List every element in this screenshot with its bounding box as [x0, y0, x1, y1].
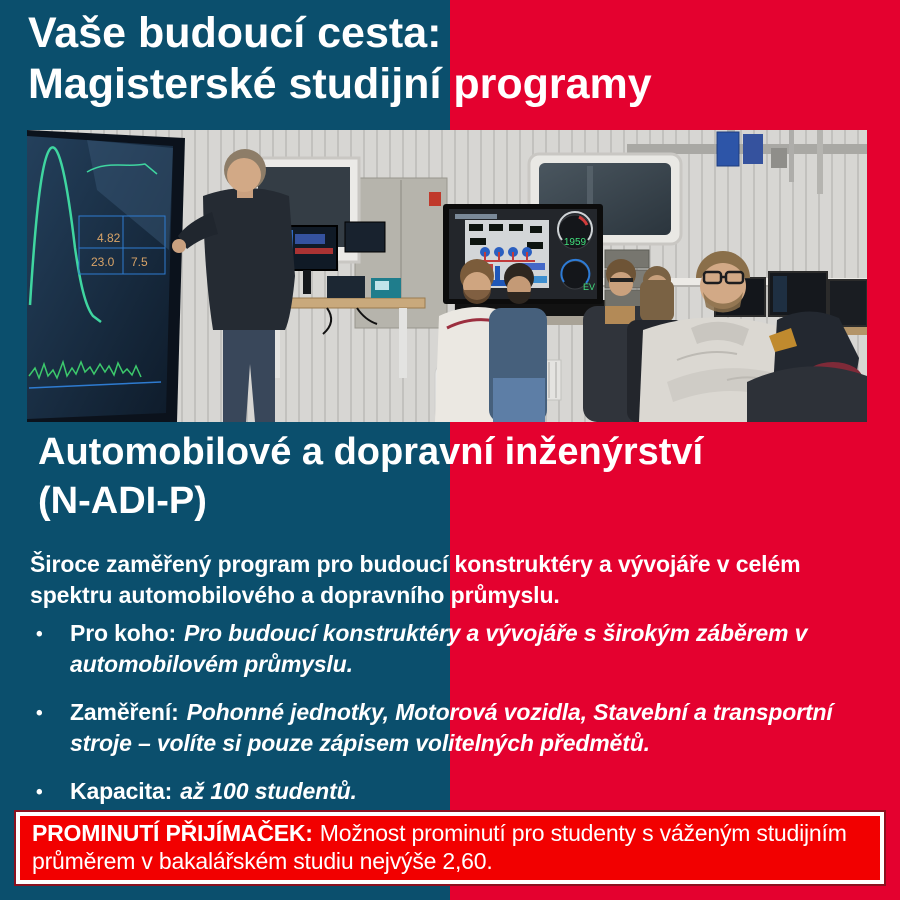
lab-photo: [27, 130, 867, 422]
bullet-item-pro-koho: [36, 618, 868, 680]
bullet-text: [70, 618, 868, 680]
program-title: [38, 428, 703, 526]
measurement-screen: [27, 130, 185, 422]
screen-value-3: 7.5: [131, 255, 148, 269]
bullet-label: Zaměření:: [70, 699, 179, 725]
bullet-marker: •: [36, 624, 43, 645]
screen-value-1: 4.82: [97, 231, 121, 245]
program-bullets: [36, 618, 868, 825]
bullet-marker: •: [36, 703, 43, 724]
bullet-desc: až 100 studentů.: [180, 778, 357, 804]
poster-heading: [28, 8, 652, 110]
bullet-label: Kapacita:: [70, 778, 173, 804]
dashboard-mode-label: EV: [583, 282, 596, 292]
heading-line-2: Magisterské studijní programy: [28, 60, 652, 108]
program-description: Široce zaměřený program pro budoucí konstruktéry a vývojáře v celém spektru automobilového a dopravního průmyslu.: [30, 551, 801, 608]
bullet-marker: •: [36, 782, 43, 803]
heading-line-1: Vaše budoucí cesta:: [28, 9, 442, 57]
bullet-label: Pro koho:: [70, 620, 176, 646]
program-title-line-2: (N-ADI-P): [38, 480, 207, 522]
bullet-item-zamereni: [36, 697, 868, 759]
admission-waiver-banner: [16, 812, 884, 884]
admission-waiver-text: Možnost prominutí pro studenty s váženým studijním průměrem v bakalářském studiu nejvýše 2,60.: [32, 820, 847, 874]
screen-value-2: 23.0: [91, 255, 115, 269]
bullet-item-kapacita: [36, 776, 868, 808]
bullet-text: [70, 697, 868, 759]
dashboard-rpm-value: 1959: [563, 237, 587, 248]
admission-waiver-label: PROMINUTÍ PŘIJÍMAČEK:: [32, 820, 313, 846]
bullet-desc: Pohonné jednotky, Motorová vozidla, Stavební a transportní stroje – volíte si pouze zápisem volitelných předmětů.: [70, 699, 833, 756]
bullet-desc: Pro budoucí konstruktéry a vývojáře s širokým záběrem v automobilovém průmyslu.: [70, 620, 808, 677]
program-title-line-1: Automobilové a dopravní inženýrství: [38, 431, 704, 473]
bullet-text: [70, 776, 357, 808]
